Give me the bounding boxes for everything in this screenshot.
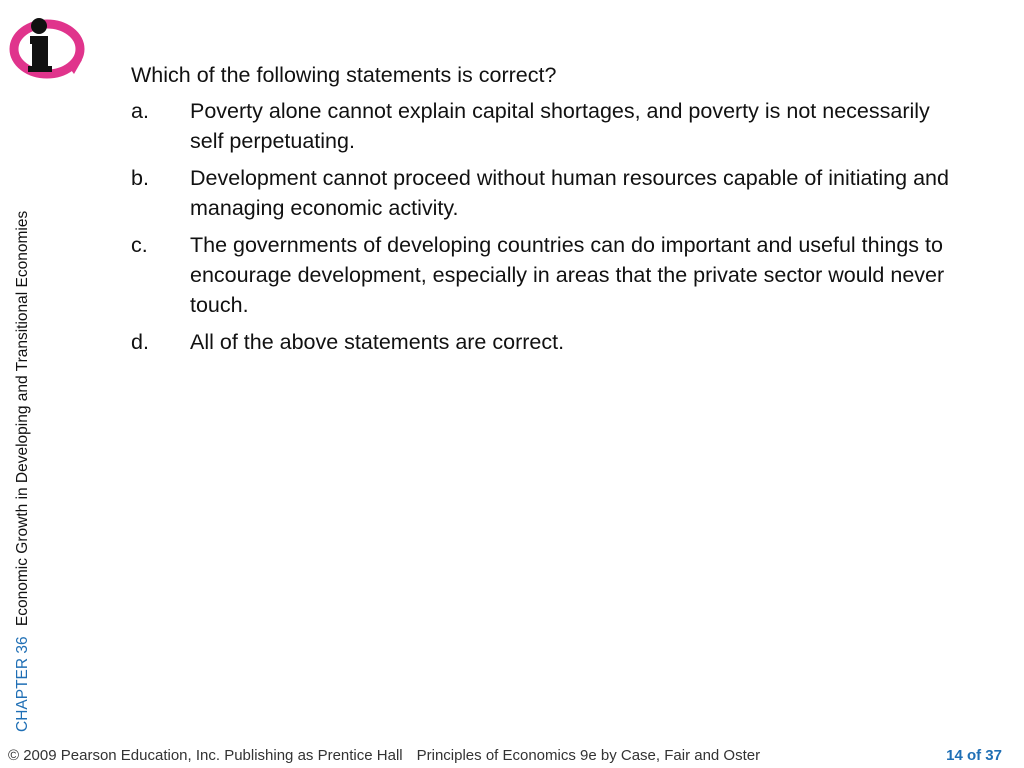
option-letter: d. (131, 330, 149, 354)
footer (8, 744, 1008, 768)
question-text: Which of the following statements is correct? (131, 63, 557, 87)
option-text: The governments of developing countries can do important and useful things to encourage development, especially in areas that the private sector would never touch. (190, 233, 945, 317)
option-text: Development cannot proceed without human resources capable of initiating and managing economic activity. (190, 166, 949, 220)
chapter-title: Economic Growth in Developing and Transitional Economies (14, 210, 31, 627)
option-letter: b. (131, 166, 149, 190)
option-c (131, 230, 961, 320)
option-text: Poverty alone cannot explain capital shortages, and poverty is not necessarily self perpetuating. (190, 99, 930, 153)
information-cycle-icon (8, 14, 86, 80)
option-letter: a. (131, 99, 149, 123)
chapter-sidebar-title (10, 102, 36, 732)
chapter-number: CHAPTER 36 (14, 636, 31, 732)
option-d (131, 327, 961, 357)
footer-book-title: Principles of Economics 9e by Case, Fair and Oster (416, 747, 761, 764)
option-a (131, 96, 961, 156)
option-letter: c. (131, 233, 148, 257)
footer-copyright: © 2009 Pearson Education, Inc. Publishing as Prentice Hall (8, 747, 403, 764)
option-text: All of the above statements are correct. (190, 330, 565, 354)
answer-options (131, 96, 961, 364)
option-b (131, 163, 961, 223)
page-number: 14 of 37 (946, 747, 1002, 764)
